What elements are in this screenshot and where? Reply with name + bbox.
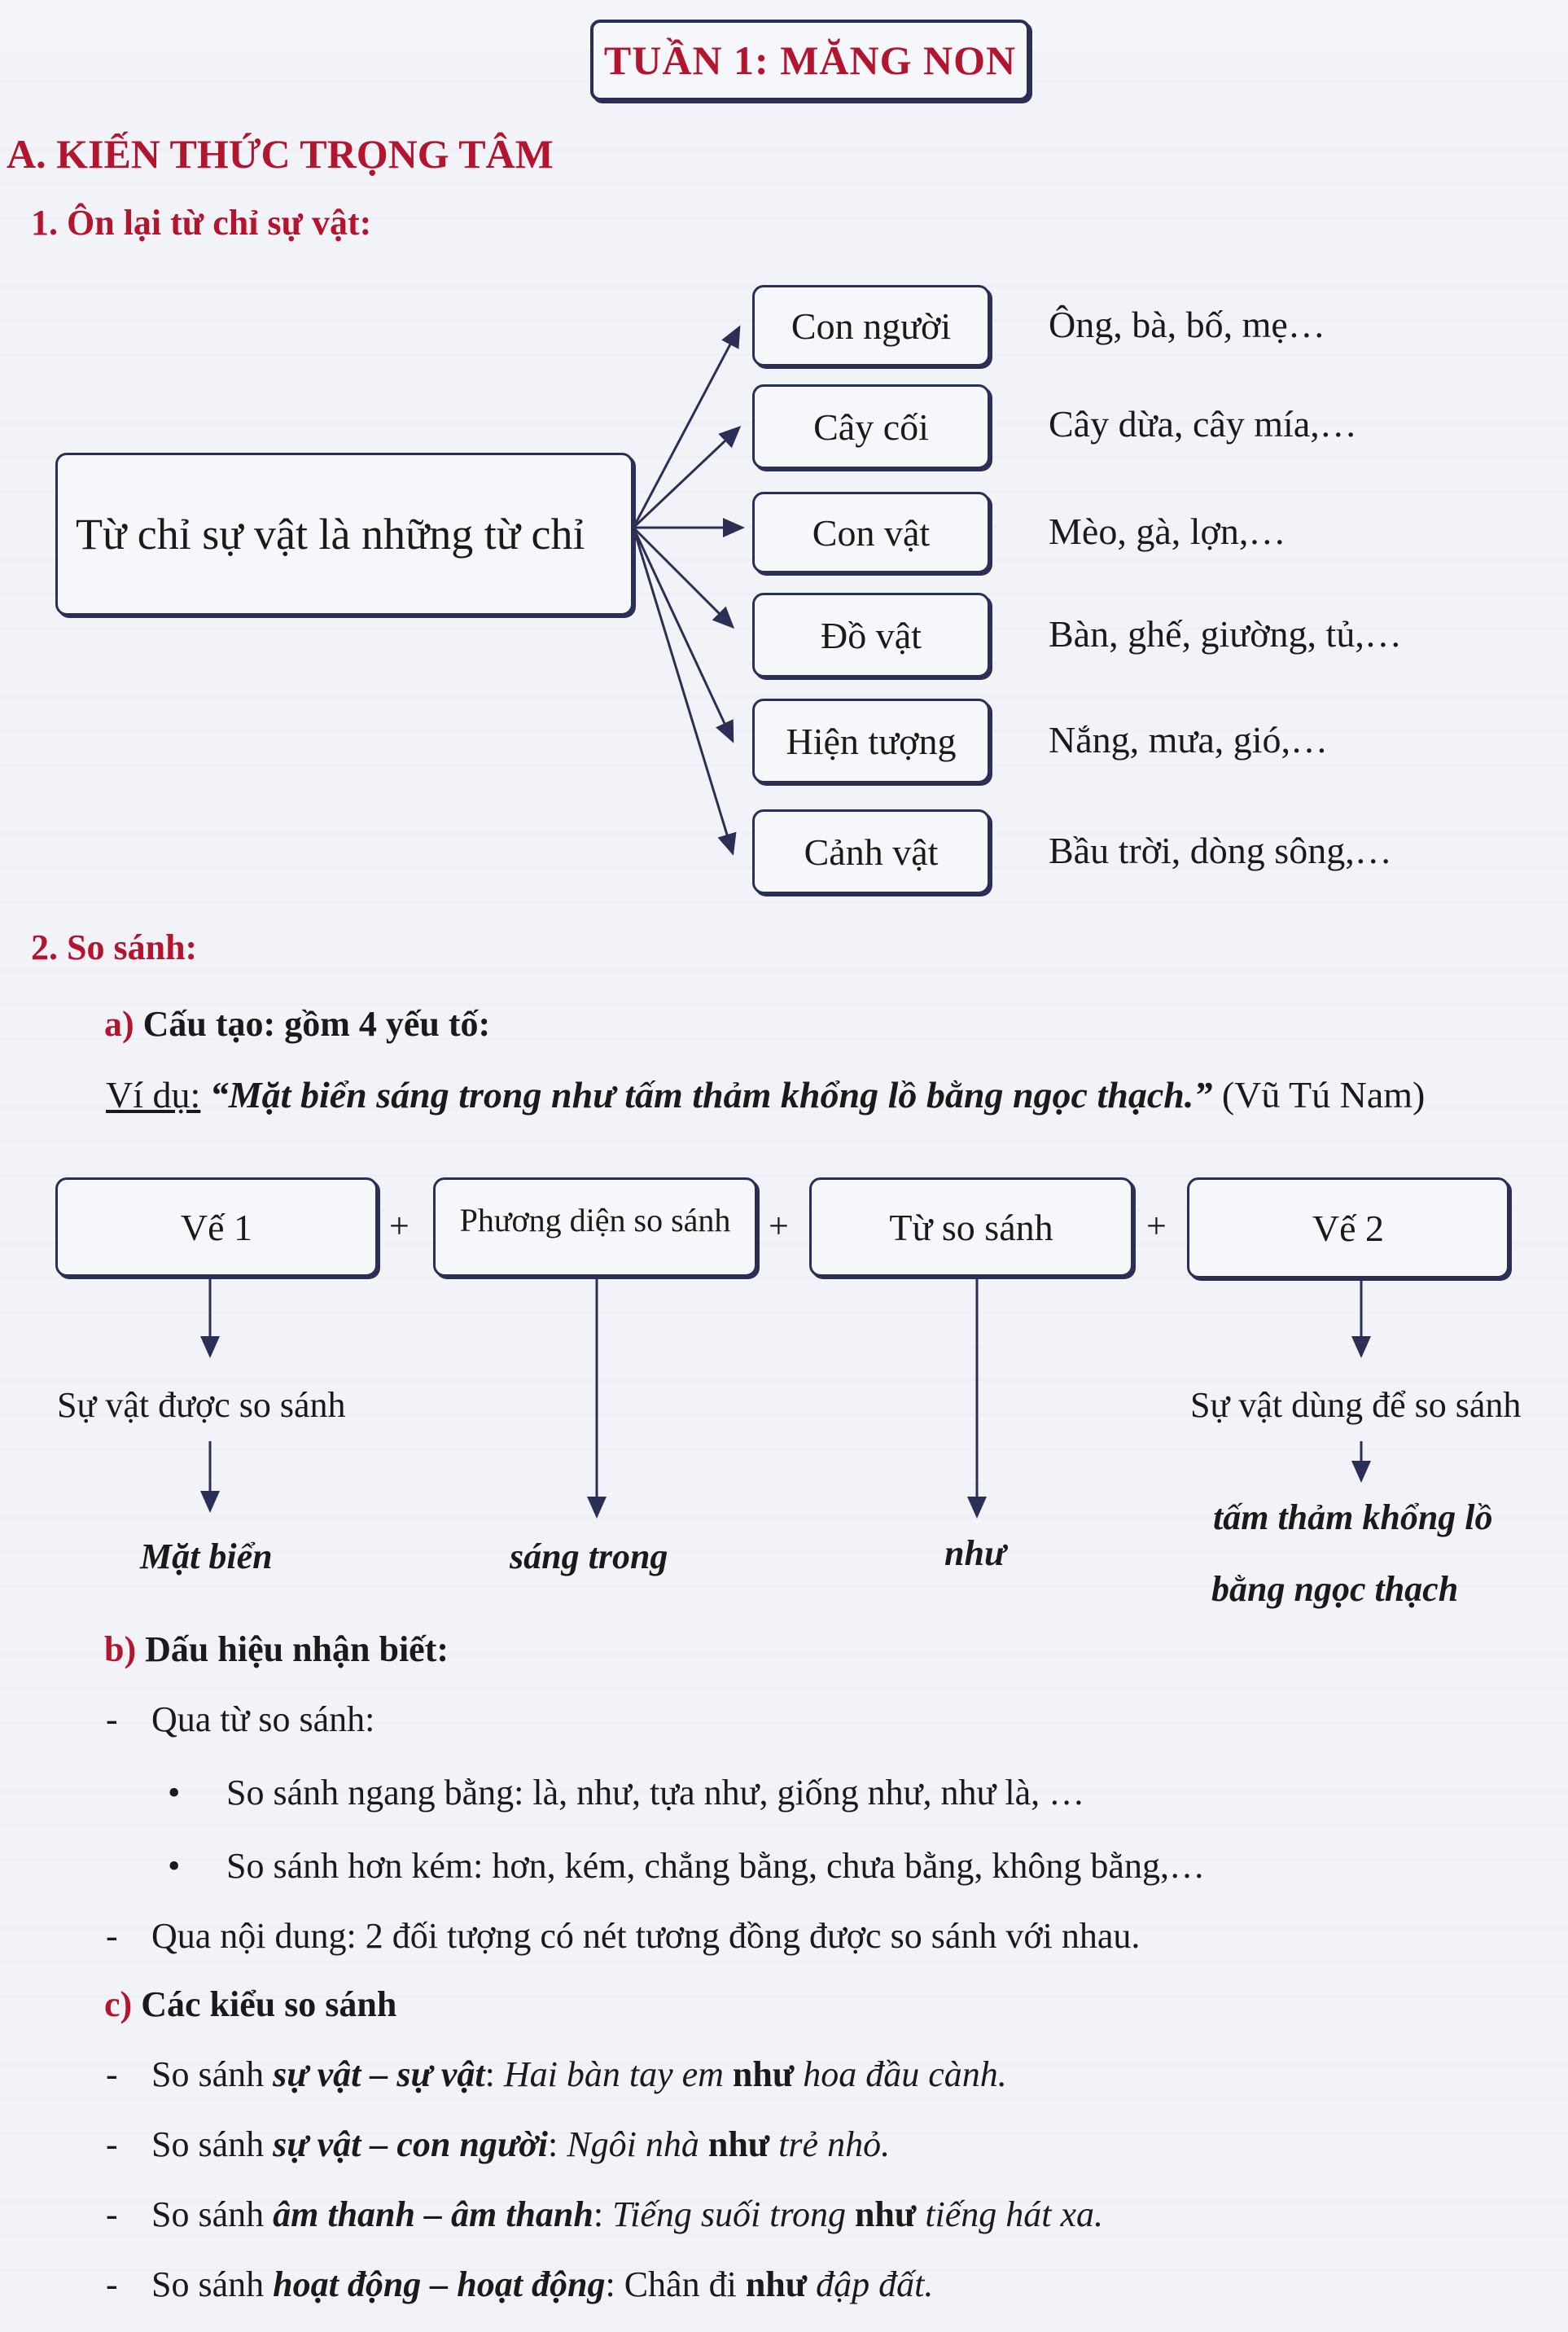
c-item-su-vat-su-vat — [151, 2054, 1007, 2095]
item-so-sanh-ngang-bang: So sánh ngang bằng: là, như, tựa như, giống như, như là, … — [226, 1773, 1085, 1813]
c-item-keyword: như — [745, 2264, 808, 2304]
c-item-example-end: hoa đầu cành. — [794, 2054, 1007, 2094]
plus-sign-1: + — [389, 1206, 410, 1246]
example-prefix: Ví dụ: — [106, 1074, 201, 1116]
value-tu-so-sanh: như — [944, 1533, 1006, 1573]
c-item-example-end: trẻ nhỏ. — [769, 2124, 891, 2164]
subheading-a-label: a) — [104, 1004, 134, 1044]
example-hien-tuong: Nắng, mưa, gió,… — [1049, 719, 1329, 761]
c-item-prefix: So sánh — [151, 2124, 274, 2164]
c-item-su-vat-con-nguoi — [151, 2124, 890, 2165]
c-item-type: sự vật – con người — [273, 2124, 549, 2164]
dash-c4: - — [106, 2264, 118, 2304]
arrow-con-nguoi — [633, 327, 739, 528]
element-box-ve2: Vế 2 — [1187, 1177, 1509, 1278]
value-ve1: Mặt biển — [140, 1536, 273, 1576]
example-sentence — [106, 1073, 1425, 1116]
subheading-c — [104, 1984, 396, 2025]
root-concept-box: Từ chỉ sự vật là những từ chỉ — [55, 453, 633, 616]
c-item-prefix: So sánh — [151, 2194, 274, 2234]
c-item-example-end: đập đất. — [807, 2264, 934, 2304]
subheading-b-label: b) — [104, 1629, 137, 1669]
subheading-a-text: Cấu tạo: gồm 4 yếu tố: — [142, 1004, 491, 1044]
c-item-example-start: Tiếng suối trong — [612, 2194, 855, 2234]
example-author: (Vũ Tú Nam) — [1212, 1074, 1426, 1116]
example-do-vat: Bàn, ghế, giường, tủ,… — [1049, 613, 1402, 655]
arrow-cay-coi — [633, 427, 739, 528]
c-item-prefix: So sánh — [151, 2264, 274, 2304]
element-box-tu-so-sanh: Từ so sánh — [809, 1177, 1133, 1277]
part1-heading: 1. Ôn lại từ chỉ sự vật: — [31, 203, 372, 243]
subheading-c-text: Các kiểu so sánh — [141, 1984, 397, 2024]
branch-box-hien-tuong: Hiện tượng — [752, 699, 990, 783]
element-box-ve1: Vế 1 — [55, 1177, 378, 1277]
c-item-colon: : — [484, 2054, 504, 2094]
example-cay-coi: Cây dừa, cây mía,… — [1049, 403, 1357, 445]
branch-box-con-nguoi: Con người — [752, 285, 990, 366]
c-item-colon: : — [548, 2124, 567, 2164]
dash-c3: - — [106, 2194, 118, 2234]
plus-sign-2: + — [769, 1206, 789, 1246]
c-item-keyword: như — [707, 2124, 770, 2164]
subheading-c-label: c) — [104, 1984, 133, 2024]
dash-c2: - — [106, 2124, 118, 2164]
element-box-phuong-dien: Phương diện so sánh — [433, 1177, 757, 1277]
example-quote: “Mặt biển sáng trong như tấm thảm khổng lồ bằng ngọc thạch.” — [209, 1074, 1213, 1116]
desc-su-vat-duoc-so-sanh: Sự vật được so sánh — [57, 1385, 346, 1425]
arrow-hien-tuong — [633, 528, 733, 741]
page-title: TUẦN 1: MĂNG NON — [590, 20, 1030, 101]
branch-box-canh-vat: Cảnh vật — [752, 809, 990, 894]
c-item-keyword: như — [732, 2054, 795, 2094]
branch-box-do-vat: Đồ vật — [752, 593, 990, 677]
c-item-type: âm thanh – âm thanh — [273, 2194, 593, 2234]
section-a-heading: A. KIẾN THỨC TRỌNG TÂM — [7, 131, 554, 177]
example-con-vat: Mèo, gà, lợn,… — [1049, 511, 1286, 552]
bullet-ngang-bang: • — [168, 1773, 181, 1813]
branch-box-con-vat: Con vật — [752, 492, 990, 573]
c-item-type: hoạt động – hoạt động — [273, 2264, 606, 2304]
c-item-example-start: Hai bàn tay em — [503, 2054, 733, 2094]
subheading-b-text: Dấu hiệu nhận biết: — [145, 1629, 449, 1669]
part2-heading: 2. So sánh: — [31, 927, 198, 967]
plus-sign-3: + — [1146, 1206, 1167, 1246]
value-ve2-line1: tấm thảm khổng lồ — [1213, 1497, 1493, 1537]
dash-c1: - — [106, 2054, 118, 2094]
item-qua-noi-dung: Qua nội dung: 2 đối tượng có nét tương đồng được so sánh với nhau. — [151, 1916, 1141, 1956]
subheading-a — [104, 1003, 490, 1045]
c-item-keyword: như — [854, 2194, 917, 2234]
c-item-am-thanh-am-thanh — [151, 2194, 1103, 2235]
c-item-colon: : — [593, 2194, 613, 2234]
c-item-example-end: tiếng hát xa. — [916, 2194, 1104, 2234]
c-item-type: sự vật – sự vật — [273, 2054, 485, 2094]
value-phuong-dien: sáng trong — [510, 1536, 668, 1576]
c-item-prefix: So sánh — [151, 2054, 274, 2094]
dash-qua-noi-dung: - — [106, 1916, 118, 1956]
value-ve2-line2: bằng ngọc thạch — [1211, 1569, 1459, 1609]
desc-su-vat-dung-de-so-sanh: Sự vật dùng để so sánh — [1190, 1385, 1522, 1425]
example-con-nguoi: Ông, bà, bố, mẹ… — [1049, 304, 1325, 345]
branch-box-cay-coi: Cây cối — [752, 384, 990, 469]
c-item-hoat-dong-hoat-dong — [151, 2264, 933, 2305]
c-item-colon: : — [605, 2264, 624, 2304]
item-so-sanh-hon-kem: So sánh hơn kém: hơn, kém, chẳng bằng, chưa bằng, không bằng,… — [226, 1846, 1205, 1886]
bullet-hon-kem: • — [168, 1846, 181, 1886]
item-qua-tu-so-sanh: Qua từ so sánh: — [151, 1699, 375, 1739]
subheading-b — [104, 1628, 449, 1670]
example-canh-vat: Bầu trời, dòng sông,… — [1049, 830, 1392, 871]
c-item-example-start: Ngôi nhà — [567, 2124, 708, 2164]
c-item-example-start: Chân đi — [624, 2264, 746, 2304]
dash-qua-tu: - — [106, 1699, 118, 1739]
